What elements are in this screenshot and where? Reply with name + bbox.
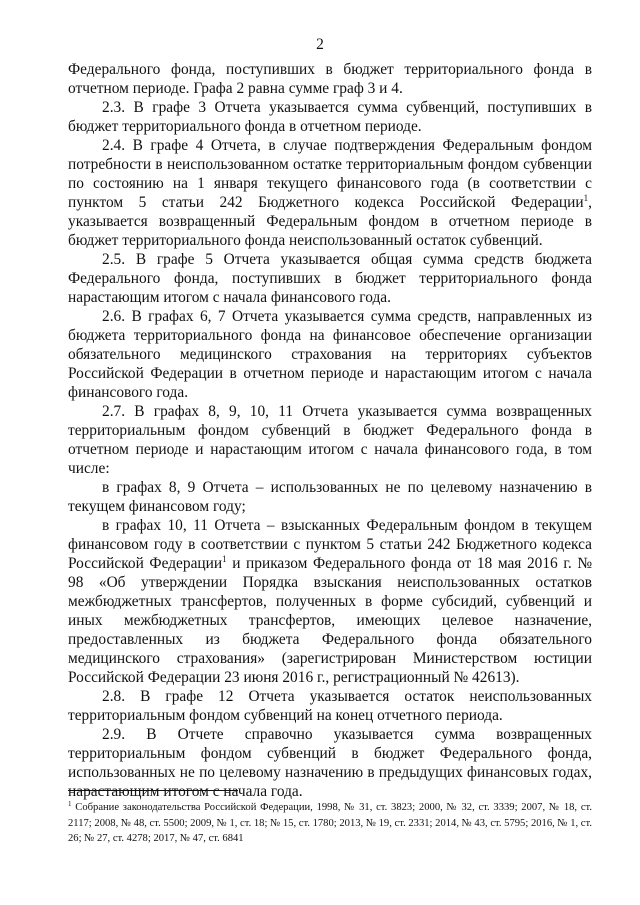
footnote-reference: 1 (583, 193, 589, 203)
paragraph-2-3: 2.3. В графе 3 Отчета указывается сумма субвенций, поступивших в бюджет территориального фонда в отчетном периоде. (68, 99, 592, 135)
footnote-marker: 1 (68, 800, 72, 808)
paragraph-continuation: Федерального фонда, поступивших в бюджет территориального фонда в отчетном периоде. Графа 2 равна сумме граф 3 и 4. (68, 61, 592, 97)
paragraph-2-9: 2.9. В Отчете справочно указывается сумма возвращенных территориальным фондом субвенций в бюджет Федерального фонда, использованных не по целевому назначению в предыдущих финансовых годах, нарастающим итогом с начала года. (68, 726, 592, 800)
paragraph-2-7: 2.7. В графах 8, 9, 10, 11 Отчета указывается сумма возвращенных территориальным фондом субвенций в бюджет Федерального фонда в отчетном периоде и нарастающим итогом с начала финансового года, в том числе: (68, 403, 592, 477)
page-number: 2 (316, 36, 324, 53)
paragraph-2-7-item-2 (68, 516, 592, 687)
paragraph-2-7-item-1: в графах 8, 9 Отчета – использованных не по целевому назначению в текущем финансовом году; (68, 479, 592, 515)
paragraph-2-8: 2.8. В графе 12 Отчета указывается остаток неиспользованных территориальным фондом субвенций на конец отчетного периода. (68, 688, 592, 724)
document-body (68, 60, 592, 801)
footnote-text: Собрание законодательства Российской Федерации, 1998, № 31, ст. 3823; 2000, № 32, ст. 3339; 2007, № 18, ст. 2117; 2008, № 48, ст. 5500; 2009, № 1, ст. 18; № 15, ст. 1780; 2013, № 19, ст. 2331; 2014, № 43, ст. 5795; 2016, № 1, ст. 26; № 27, ст. 4278; 2017, № 47, ст. 6841 (68, 802, 593, 845)
paragraph-2-4 (68, 136, 592, 250)
paragraph-2-5: 2.5. В графе 5 Отчета указывается общая сумма средств бюджета Федерального фонда, поступивших в бюджет территориального фонда нарастающим итогом с начала финансового года. (68, 251, 592, 306)
footnote-divider (68, 790, 238, 791)
paragraph-2-4-part-2: , указывается возвращенный Федеральным фондом в отчетном периоде в бюджет территориального фонда неиспользованный остаток субвенций. (68, 194, 592, 249)
paragraph-2-4-part-1: 2.4. В графе 4 Отчета, в случае подтверждения Федеральным фондом потребности в неиспользованном остатке территориальным фондом субвенции по состоянию на 1 января текущего финансового года (в соответствии с пунктом 5 статьи 242 Бюджетного кодекса Российской Федерации (68, 137, 592, 211)
paragraph-2-7-item-2-part-1: в графах 10, 11 Отчета – взысканных Федеральным фондом в текущем финансовом году в соответствии с пунктом 5 статьи 242 Бюджетного кодекса Российской Федерации (68, 517, 592, 572)
paragraph-2-7-item-2-part-2: и приказом Федерального фонда от 18 мая 2016 г. № 98 «Об утверждении Порядка взыскания неиспользованных остатков межбюджетных трансфертов, полученных в форме субсидий, субвенций и иных межбюджетных трансфертов, имеющих целевое назначение, предоставленных из бюджета Федерального фонда обязательного медицинского страхования» (зарегистрирован Министерством юстиции Российской Федерации 23 июня 2016 г., регистрационный № 42613). (68, 555, 593, 686)
footnote (68, 800, 592, 847)
paragraph-2-6: 2.6. В графах 6, 7 Отчета указывается сумма средств, направленных из бюджета территориального фонда на финансовое обеспечение организации обязательного медицинского страхования на территориях субъектов Российской Федерации в отчетном периоде и нарастающим итогом с начала финансового года. (68, 308, 592, 401)
footnote-reference: 1 (222, 554, 227, 564)
